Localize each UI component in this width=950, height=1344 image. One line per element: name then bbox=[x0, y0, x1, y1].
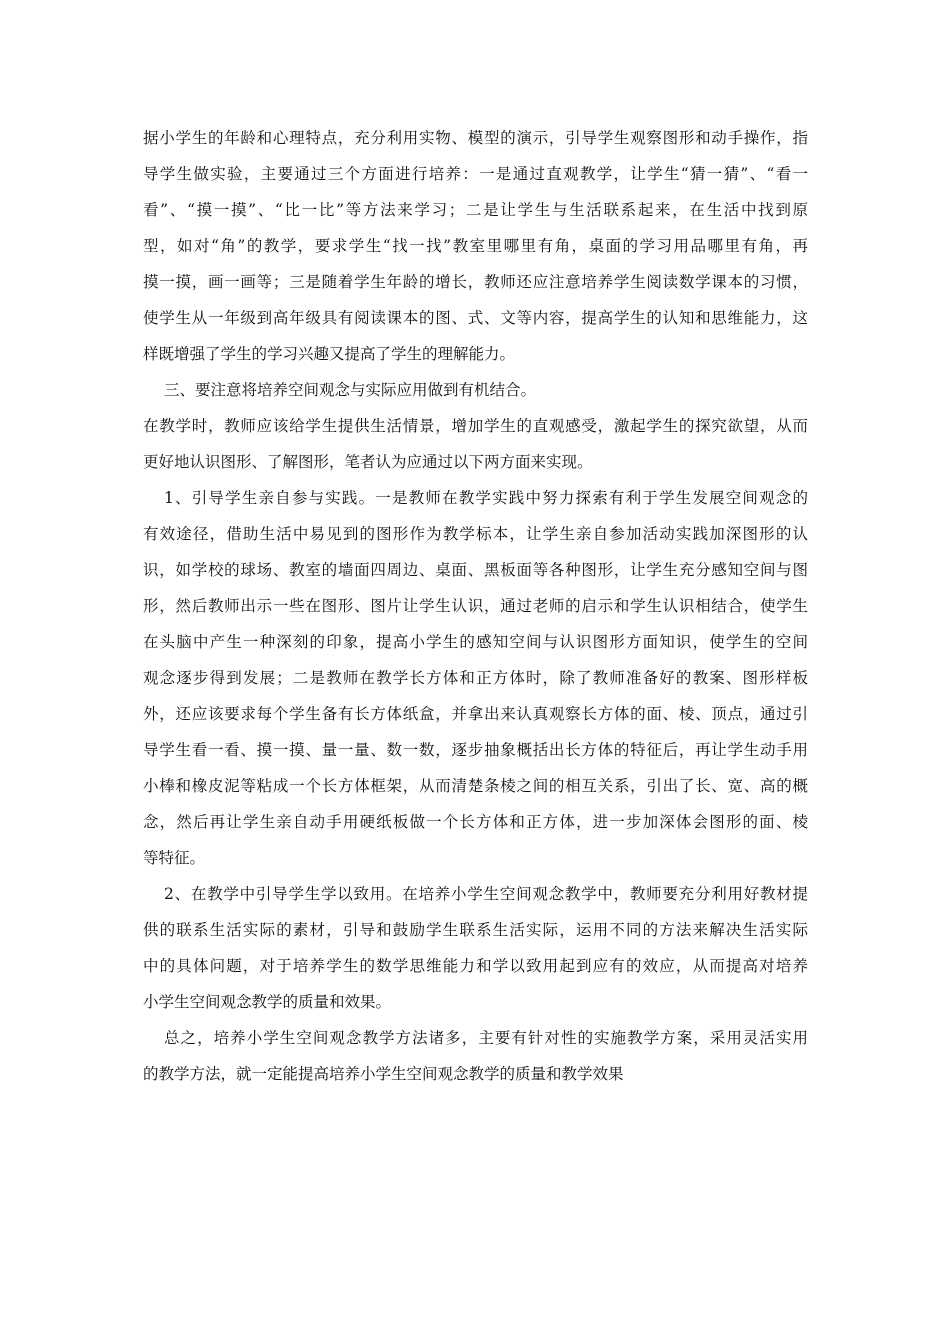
text-line: 1、引导学生亲自参与实践。一是教师在教学实践中努力探索有利于学生发展空间观念的 bbox=[164, 489, 808, 507]
text-line: 有效途径，借助生活中易见到的图形作为教学标本，让学生亲自参加活动实践加深图形的认 bbox=[143, 525, 808, 543]
text-line: 使学生从一年级到高年级具有阅读课本的图、式、文等内容，提高学生的认知和思维能力，这 bbox=[143, 309, 808, 327]
text-line: 2、在教学中引导学生学以致用。在培养小学生空间观念教学中，教师要充分利用好教材提 bbox=[164, 885, 808, 903]
text-line: 更好地认识图形、了解图形，笔者认为应通过以下两方面来实现。 bbox=[143, 453, 593, 471]
text-line: 据小学生的年龄和心理特点，充分利用实物、模型的演示，引导学生观察图形和动手操作，指 bbox=[143, 129, 808, 147]
text-line: 念，然后再让学生亲自动手用硬纸板做一个长方体和正方体，进一步加深体会图形的面、棱 bbox=[143, 813, 808, 831]
text-line: 形，然后教师出示一些在图形、图片让学生认识，通过老师的启示和学生认识相结合，使学生 bbox=[143, 597, 808, 615]
section-heading: 三、要注意将培养空间观念与实际应用做到有机结合。 bbox=[164, 381, 537, 399]
text-line: 型，如对“角”的教学，要求学生“找一找”教室里哪里有角，桌面的学习用品哪里有角，再 bbox=[143, 237, 808, 255]
text-line: 看”、“摸一摸”、“比一比”等方法来学习；二是让学生与生活联系起来，在生活中找到原 bbox=[143, 201, 808, 219]
text-line: 导学生做实验，主要通过三个方面进行培养：一是通过直观教学，让学生“猜一猜”、“看一 bbox=[143, 165, 808, 183]
text-line: 导学生看一看、摸一摸、量一量、数一数，逐步抽象概括出长方体的特征后，再让学生动手用 bbox=[143, 741, 808, 759]
text-line: 中的具体问题，对于培养学生的数学思维能力和学以致用起到应有的效应，从而提高对培养 bbox=[143, 957, 808, 975]
text-line: 在头脑中产生一种深刻的印象，提高小学生的感知空间与认识图形方面知识，使学生的空间 bbox=[143, 633, 808, 651]
text-line: 供的联系生活实际的素材，引导和鼓励学生联系生活实际，运用不同的方法来解决生活实际 bbox=[143, 921, 808, 939]
text-line: 观念逐步得到发展；二是教师在教学长方体和正方体时，除了教师准备好的教案、图形样板 bbox=[143, 669, 808, 687]
text-line: 总之，培养小学生空间观念教学方法诸多，主要有针对性的实施教学方案，采用灵活实用 bbox=[164, 1029, 808, 1047]
text-line: 小棒和橡皮泥等粘成一个长方体框架，从而清楚条棱之间的相互关系，引出了长、宽、高的概 bbox=[143, 777, 808, 795]
text-line: 识，如学校的球场、教室的墙面四周边、桌面、黑板面等各种图形，让学生充分感知空间与图 bbox=[143, 561, 808, 579]
text-line: 的教学方法，就一定能提高培养小学生空间观念教学的质量和教学效果 bbox=[143, 1065, 624, 1083]
text-line: 小学生空间观念教学的质量和效果。 bbox=[143, 993, 392, 1011]
text-line: 样既增强了学生的学习兴趣又提高了学生的理解能力。 bbox=[143, 345, 516, 363]
text-line: 摸一摸，画一画等；三是随着学生年龄的增长，教师还应注意培养学生阅读数学课本的习惯， bbox=[143, 273, 808, 291]
text-line: 在教学时，教师应该给学生提供生活情景，增加学生的直观感受，激起学生的探究欲望，从而 bbox=[143, 417, 808, 435]
text-line: 外，还应该要求每个学生备有长方体纸盒，并拿出来认真观察长方体的面、棱、顶点，通过引 bbox=[143, 705, 808, 723]
text-line: 等特征。 bbox=[143, 849, 206, 867]
